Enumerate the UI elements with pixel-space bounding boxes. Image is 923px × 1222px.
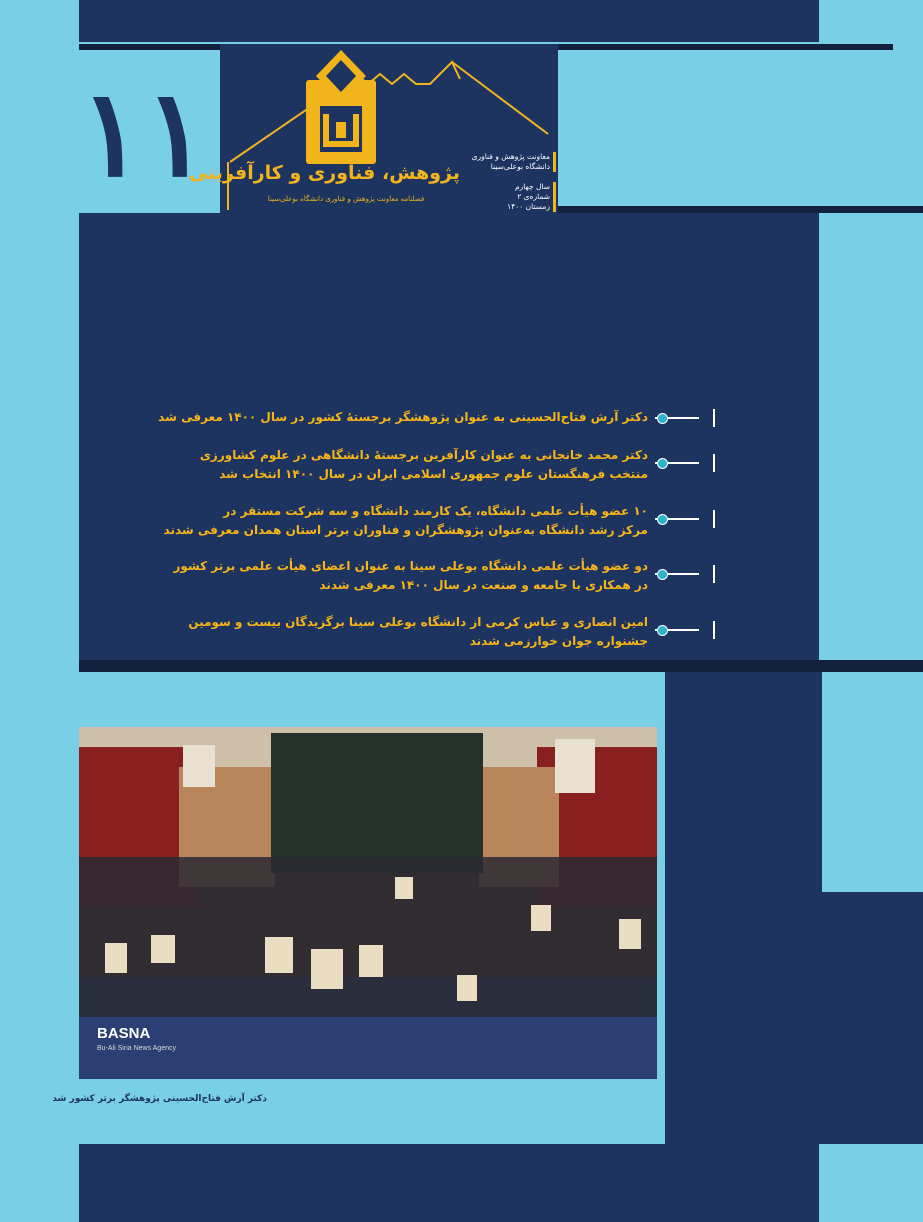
headline-4-line-1: دو عضو هیأت علمی دانشگاه بوعلی سینا به عنوان اعضای هیأت علمی برتر کشور: [173, 559, 648, 573]
season-line: زمستان ۱۴۰۰: [507, 202, 550, 211]
ceremony-illustration: [79, 727, 657, 1079]
headline-1[interactable]: [88, 408, 648, 427]
side-navy-block: [665, 672, 822, 892]
headline-5-line-2: جشنواره جوان خوارزمی شدند: [469, 634, 648, 648]
headline-bullet-5: [655, 621, 715, 639]
headline-2-line-2: منتخب فرهنگستان علوم جمهوری اسلامی ایران در سال ۱۴۰۰ انتخاب شد: [219, 467, 648, 481]
headline-bullet-1: [655, 409, 715, 427]
watermark-subtitle: Bu-Ali Sina News Agency: [97, 1045, 176, 1052]
photo-caption: دکتر آرش فتاح‌الحسینی پژوهشگر برتر کشور شد: [52, 1094, 267, 1104]
headline-1-line-1: دکتر آرش فتاح‌الحسینی به عنوان پژوهشگر برجستهٔ کشور در سال ۱۴۰۰ معرفی شد: [158, 410, 648, 424]
issue-line: شماره‌ی ۲: [517, 192, 550, 201]
headline-3[interactable]: [88, 502, 648, 540]
headline-3-line-2: مرکز رشد دانشگاه به‌عنوان پژوهشگران و فناوران برتر استان همدان معرفی شدند: [163, 523, 648, 537]
headline-4[interactable]: [88, 557, 648, 595]
info-block: [460, 152, 550, 212]
year-line: سال چهارم: [514, 182, 550, 191]
headline-5[interactable]: [88, 613, 648, 651]
logo-title: پژوهش، فناوری و کارآفرینی: [188, 162, 460, 184]
logo-subtitle: فصلنامه معاونت پژوهش و فناوری دانشگاه بوعلی‌سینا: [267, 195, 425, 203]
award-ceremony-photo[interactable]: [79, 727, 657, 1079]
headline-bullet-2: [655, 454, 715, 472]
divider-stripe: [79, 660, 923, 672]
headline-4-line-2: در همکاری با جامعه و صنعت در سال ۱۴۰۰ معرفی شدند: [319, 578, 648, 592]
issue-number: ۱۱: [79, 63, 209, 204]
masthead: [188, 44, 558, 214]
headline-2-line-1: دکتر محمد خانجانی به عنوان کارآفرین برجستهٔ دانشگاهی در علوم کشاورزی: [199, 448, 648, 462]
headline-bullet-4: [655, 565, 715, 583]
publisher-line-1: معاونت پژوهش و فناوری: [471, 152, 550, 161]
header-rule-right: [558, 44, 893, 50]
lower-navy-block: [665, 892, 923, 1144]
watermark: BASNA: [97, 1025, 151, 1042]
header-rule-bottom: [558, 206, 923, 213]
headline-5-line-1: امین انصاری و عباس کرمی از دانشگاه بوعلی سینا برگزیدگان بیست و سومین: [188, 615, 648, 629]
top-navy-band: [79, 0, 819, 42]
info-accent-bar-bottom: [553, 182, 556, 212]
headline-3-line-1: ۱۰ عضو هیأت علمی دانشگاه، یک کارمند دانشگاه و سه شرکت مستقر در: [223, 504, 648, 518]
header-rule-left: [79, 44, 220, 50]
headline-bullet-3: [655, 510, 715, 528]
bottom-navy-band: [79, 1144, 819, 1222]
publisher-line-2: دانشگاه بوعلی‌سینا: [490, 162, 550, 171]
info-accent-bar-top: [553, 152, 556, 172]
headline-2[interactable]: [88, 446, 648, 484]
